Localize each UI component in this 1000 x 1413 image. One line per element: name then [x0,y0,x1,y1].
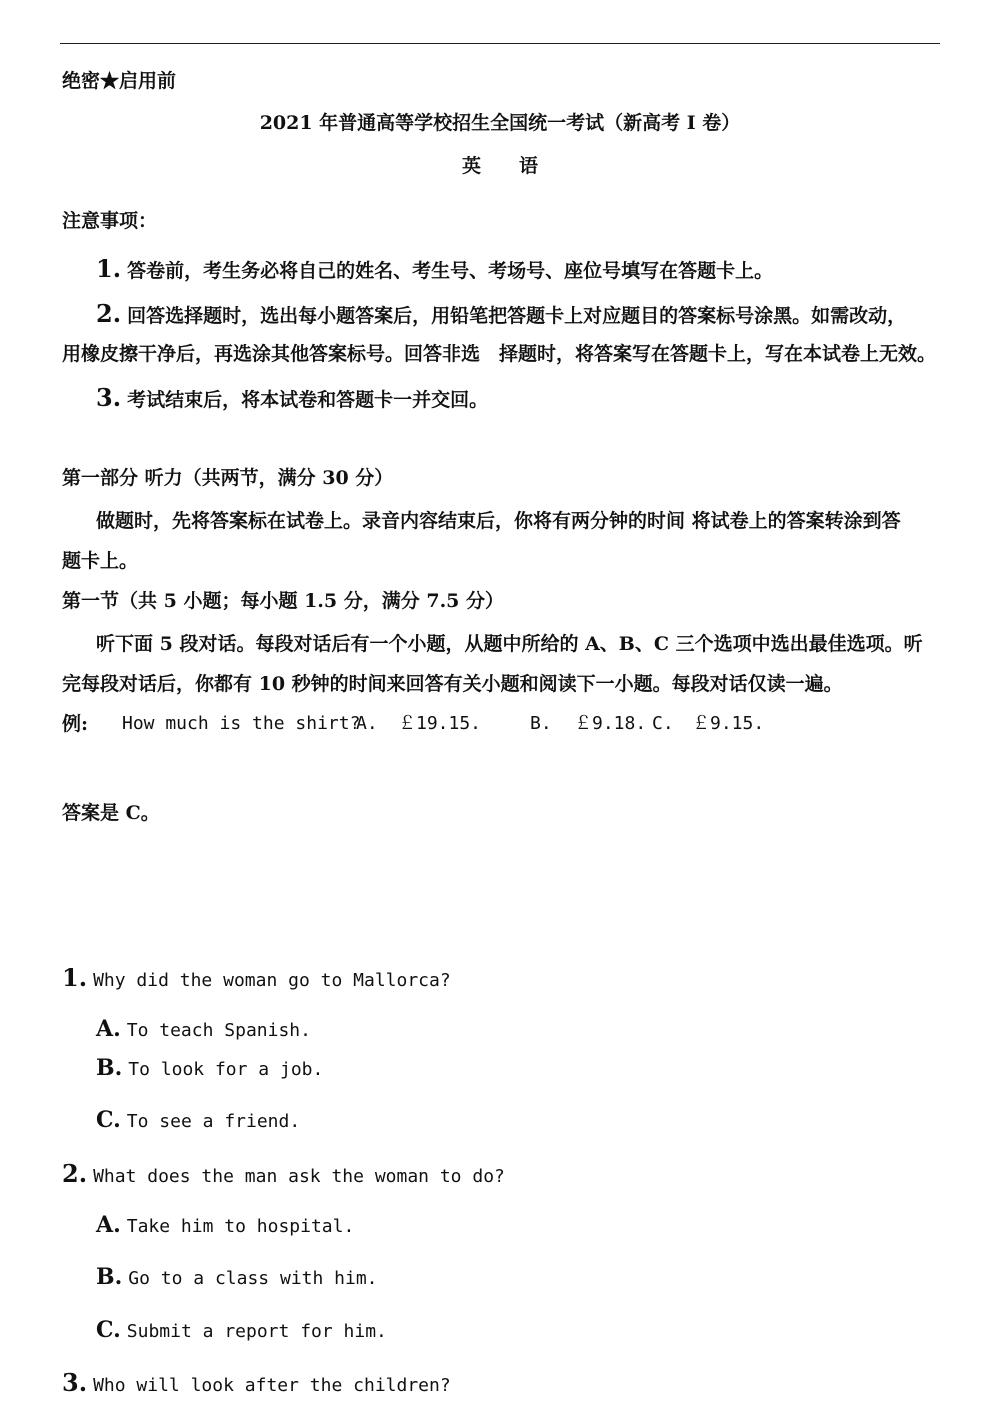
example-line [62,713,765,736]
example-option-b-label: B. [530,713,552,734]
example-question: How much is the shirt? [122,713,361,734]
note-text: 考试结束后，将本试卷和答题卡一并交回。 [127,389,489,411]
option-text: Submit a report for him. [126,1321,387,1342]
question-3 [62,1369,451,1398]
question-1-option-b [96,1055,323,1081]
note-item-2 [96,300,906,329]
section1-instruction: 听下面 5 段对话。每段对话后有一个小题，从题中所给的 A、B、C 三个选项中选出最佳选项。听 [96,633,923,655]
question-2-option-a [96,1212,354,1238]
question-2-option-c [96,1317,387,1343]
exam-title: 2021 年普通高等学校招生全国统一考试（新高考 I 卷） [259,112,741,134]
option-label: B. [96,1264,123,1290]
option-label: B. [96,1055,123,1081]
note-item-2-cont: 用橡皮擦干净后，再选涂其他答案标号。回答非选 择题时，将答案写在答题卡上，写在本试卷上无效。 [62,343,937,365]
note-text: 答卷前，考生务必将自己的姓名、考生号、考场号、座位号填写在答题卡上。 [127,260,774,282]
example-label: 例: [62,713,89,735]
example-option-c: ￡9.15. [692,713,765,734]
option-label: A. [96,1016,121,1042]
section1-heading: 第一节（共 5 小题；每小题 1.5 分，满分 7.5 分） [62,590,505,612]
question-number: 2. [62,1159,88,1188]
question-1 [62,964,451,993]
note-number: 2. [96,299,122,328]
question-2-option-b [96,1264,378,1290]
example-option-a-label: A. [356,713,378,734]
section1-instruction-cont: 完每段对话后，你都有 10 秒钟的时间来回答有关小题和阅读下一小题。每段对话仅读一遍。 [62,673,843,695]
example-option-b: ￡9.18. [574,713,647,734]
question-2 [62,1160,505,1189]
option-label: C. [96,1107,121,1133]
note-text: 回答选择题时，选出每小题答案后，用铅笔把答题卡上对应题目的答案标号涂黑。如需改动， [127,305,907,327]
option-text: To look for a job. [128,1059,324,1080]
top-rule [60,43,940,44]
question-number: 1. [62,963,88,992]
option-label: C. [96,1317,121,1343]
subject-title: 英 语 [461,155,538,177]
question-1-option-c [96,1107,300,1133]
option-text: Go to a class with him. [128,1268,378,1289]
note-number: 3. [96,383,122,412]
note-item-3 [96,384,488,413]
option-text: Take him to hospital. [126,1216,355,1237]
example-answer: 答案是 C。 [62,802,160,824]
part1-heading: 第一部分 听力（共两节，满分 30 分） [62,467,394,489]
secret-mark: 绝密★启用前 [62,70,177,92]
option-text: To teach Spanish. [126,1020,311,1041]
note-number: 1. [96,254,122,283]
option-label: A. [96,1212,121,1238]
example-option-c-label: C. [652,713,674,734]
part1-instruction: 做题时，先将答案标在试卷上。录音内容结束后，你将有两分钟的时间 将试卷上的答案转涂到答 [96,510,901,532]
question-1-option-a [96,1016,311,1042]
note-item-1 [96,255,773,284]
question-text: Why did the woman go to Mallorca? [93,970,451,991]
part1-instruction-cont: 题卡上。 [62,550,139,572]
example-option-a: ￡19.15. [398,713,482,734]
notes-heading: 注意事项： [62,210,158,232]
question-text: Who will look after the children? [93,1375,451,1396]
question-number: 3. [62,1368,88,1397]
question-text: What does the man ask the woman to do? [93,1166,505,1187]
option-text: To see a friend. [126,1111,301,1132]
